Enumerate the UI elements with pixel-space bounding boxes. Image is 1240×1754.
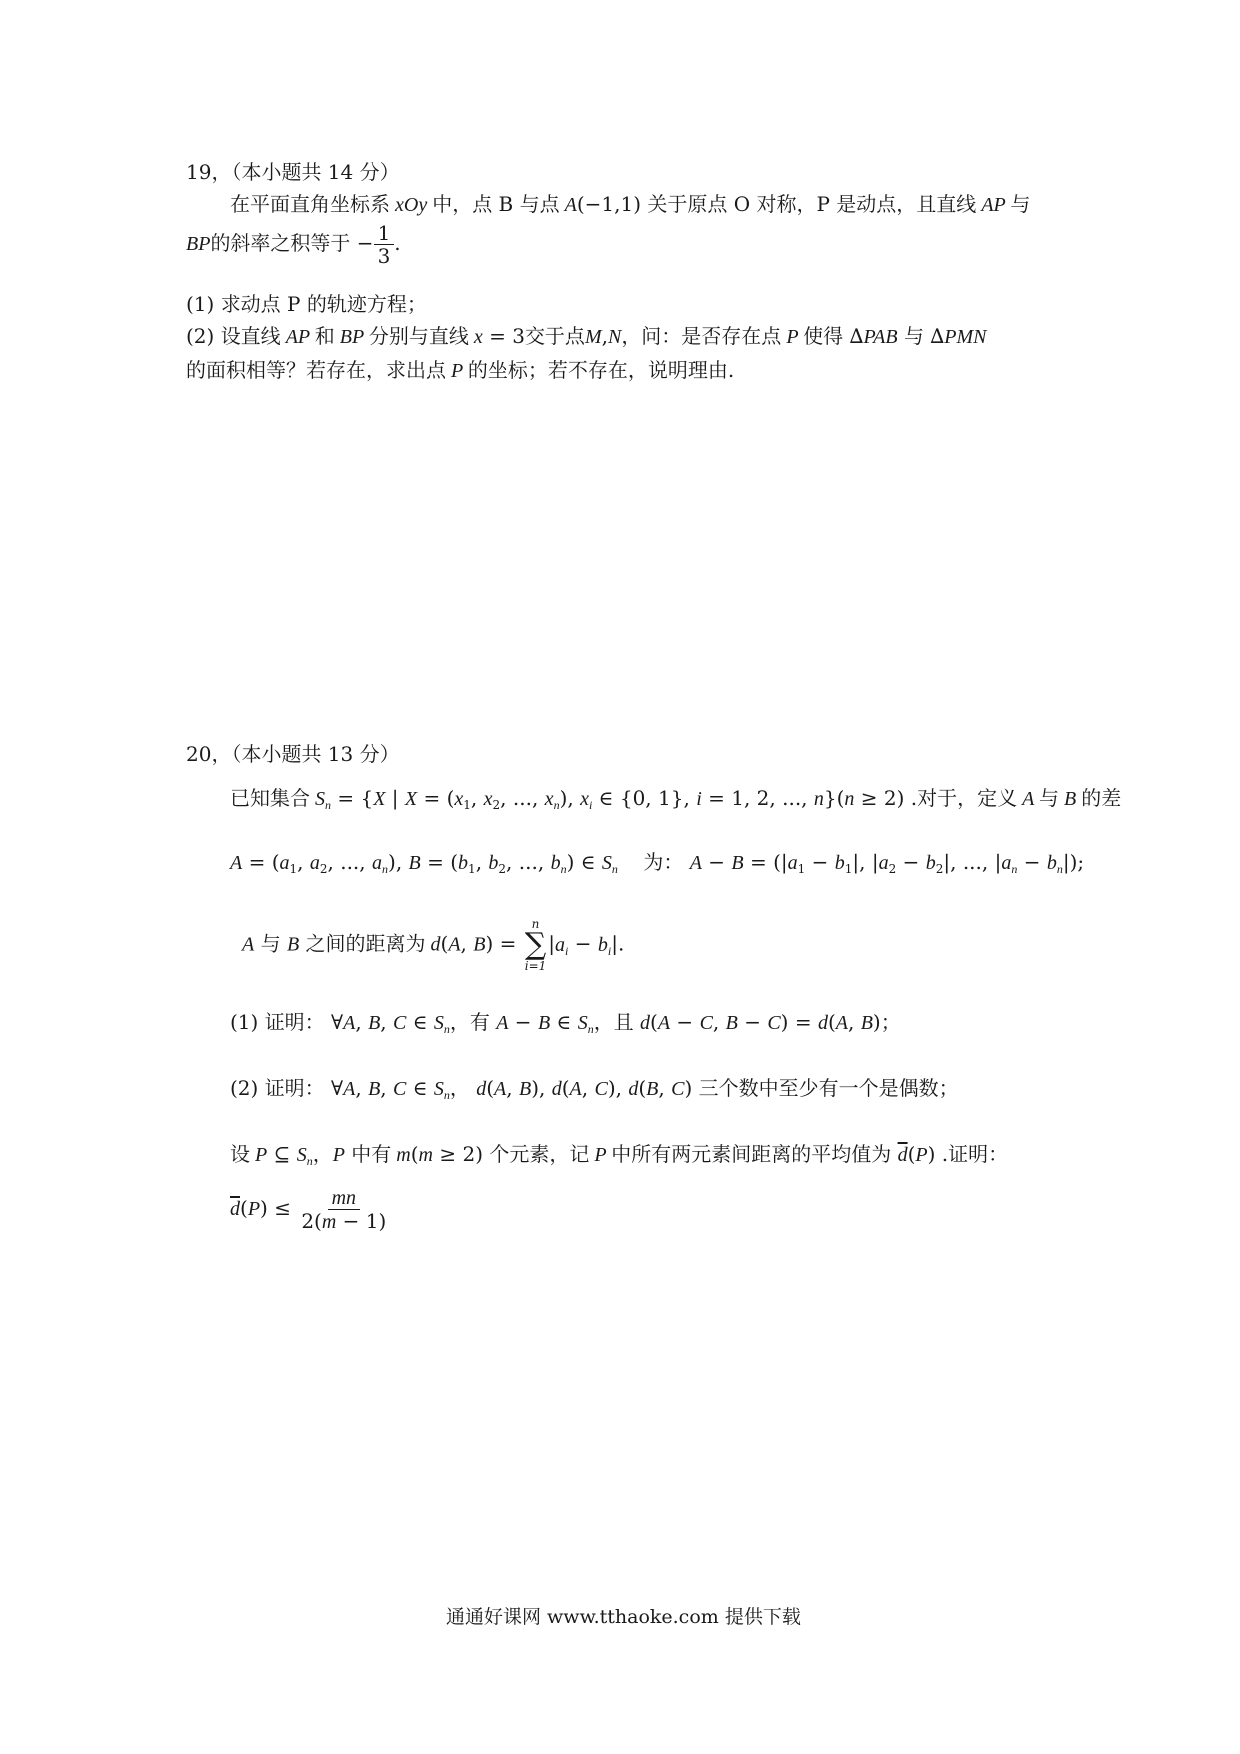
q20-header: 20，（本小题共 13 分） bbox=[186, 742, 400, 766]
q20-line1: 已知集合 $S_n = \{X$ | $X = (x_1$, $x_2$, ..., $x_n$), $x_i$ ∈ {0, 1}, i = 1, 2, ..., n}(n ≥ 2) .对于，定义 A 与 B 的差 bbox=[230, 786, 1122, 812]
q20-part3: 设 P ⊆ $S_n$，P 中有 m(m ≥ 2) 个元素，记 P 中所有两元素间距离的平均值为 $\overline{d}(P)$ .证明： bbox=[230, 1142, 1009, 1168]
q19-line2: BP的斜率之积等于 − $\frac{1}{3}$ . bbox=[186, 221, 401, 268]
q19-line-last: 的面积相等？若存在，求出点 P 的坐标；若不存在，说明理由. bbox=[186, 358, 735, 382]
fraction-one-third: $\frac{1}{3}$ bbox=[374, 222, 395, 267]
q20-inequality: $\overline{d}(P)$ ≤ $\frac{mn}{2(m - 1)}$ bbox=[230, 1186, 390, 1233]
q19-part1: (1) 求动点 P 的轨迹方程； bbox=[186, 292, 427, 316]
q19-part2: (2) 设直线 AP 和 BP 分别与直线 x = 3交于点M,N，问：是否存在点 P 使得 ∆PAB 与 ∆PMN bbox=[186, 324, 987, 348]
footer-text: 通通好课网 www.tthaoke.com 提供下载 bbox=[446, 1606, 801, 1628]
q19-header: 19，（本小题共 14 分） bbox=[186, 160, 400, 184]
q20-part1: (1) 证明： ∀A, B, C ∈ $S_n$，有 A − B ∈ $S_n$，且 d(A − C, B − C) = d(A, B)； bbox=[230, 1010, 901, 1036]
q20-line2: $A = (a_1$, $a_2$, ..., $a_n$), $B = (b_1$, $b_2$, ..., $b_n$) ∈ $S_n$ 为： $A - B = (|a_1 - b_1|$, $|a_2 - b_2|$, ..., $|a_n - b_n|$); bbox=[230, 850, 1085, 876]
fraction-mn-over-2m-1: $\frac{mn}{2(m - 1)}$ bbox=[301, 1187, 387, 1233]
summation-symbol: n ∑ i=1 bbox=[524, 917, 547, 973]
q20-part2: (2) 证明： ∀A, B, C ∈ $S_n$， d(A, B), d(A, C), d(B, C) 三个数中至少有一个是偶数； bbox=[230, 1076, 959, 1102]
q19-line1: 在平面直角坐标系 xOy 中，点 B 与点 A(−1,1) 关于原点 O 对称，P 是动点，且直线 AP 与 bbox=[230, 192, 1031, 216]
q20-line3: A 与 B 之间的距离为 d(A, B) = n ∑ i=1 $|a_i - b_i|$. bbox=[242, 917, 625, 973]
